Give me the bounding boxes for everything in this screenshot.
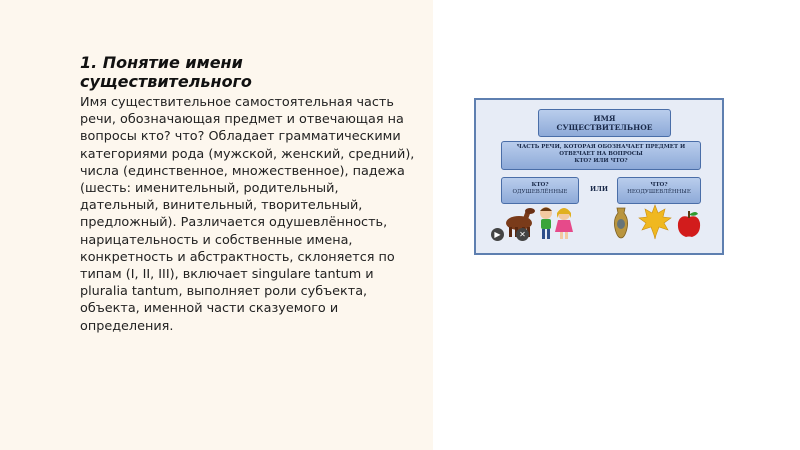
slide-body-text: Имя существительное самостоятельная часть речи, обозначающая предмет и отвечающая на вопросы кто? что? Обладает грамматическими категориями рода (мужской, женский, средний), числа (единственное, множественное), падежа (шесть: именительный, родительный, дательный, винительный, творительный, предложный). Различается одушевлённость, нарицательность и собственные имена, конкретность и абстрактность, склоняется по типам (I, II, III), включает singulare tantum и pluralia tantum, выполняет роли субъекта, объекта, именной части сказуемого и определения. — [80, 95, 415, 334]
diagram-title-line1: ИМЯ — [593, 114, 616, 123]
close-icon[interactable]: ✕ — [516, 228, 529, 241]
definition-line3: КТО? ИЛИ ЧТО? — [574, 158, 628, 164]
slide-title: 1. Понятие имени существительного — [80, 53, 252, 91]
diagram-title-line2: СУЩЕСТВИТЕЛЬНОЕ — [556, 123, 653, 132]
who-question: КТО? — [531, 182, 549, 188]
children-picture — [536, 206, 576, 240]
what-question: ЧТО? — [650, 182, 668, 188]
diagram-definition-box — [501, 141, 701, 170]
diagram-who-box — [501, 177, 579, 204]
apple-picture — [676, 210, 702, 238]
who-label: ОДУШЕВЛЁННЫЕ — [512, 189, 568, 195]
vase-picture — [612, 206, 630, 240]
noun-diagram-image — [474, 98, 724, 255]
what-label: НЕОДУШЕВЛЁННЫЕ — [627, 189, 691, 195]
maple-leaf-picture — [638, 204, 672, 240]
definition-line1: ЧАСТЬ РЕЧИ, КОТОРАЯ ОБОЗНАЧАЕТ ПРЕДМЕТ И — [516, 144, 686, 150]
diagram-what-box — [617, 177, 701, 204]
play-icon[interactable]: ▶ — [491, 228, 504, 241]
definition-line2: ОТВЕЧАЕТ НА ВОПРОСЫ — [559, 151, 643, 157]
diagram-title-box — [538, 109, 671, 137]
diagram-or-label: ИЛИ — [589, 185, 609, 193]
